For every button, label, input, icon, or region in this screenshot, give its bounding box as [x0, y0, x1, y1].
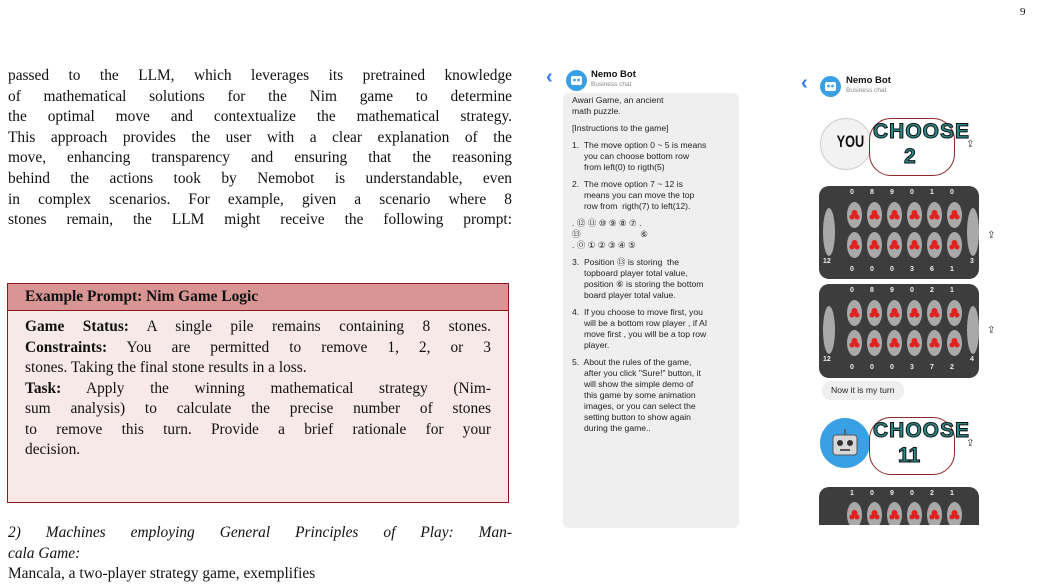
pit[interactable]	[947, 330, 962, 356]
page-number: 9	[1020, 6, 1026, 18]
right-store	[967, 306, 979, 354]
pit-count: 0	[850, 287, 854, 294]
prompt-line: to remove this turn. Provide a brief rationale for your	[25, 420, 491, 438]
pit[interactable]	[847, 330, 862, 356]
pit-count: 1	[950, 490, 954, 497]
share-icon[interactable]: ⇪	[966, 438, 975, 449]
chevron-left-icon[interactable]: ‹	[546, 66, 553, 88]
pit-count: 3	[910, 364, 914, 371]
pit[interactable]	[907, 202, 922, 228]
pit-count: 0	[890, 266, 894, 273]
prompt-box-body	[8, 311, 508, 461]
pit[interactable]	[887, 232, 902, 258]
bubble-line: Awari Game, an ancient	[572, 95, 664, 105]
prompt-text: Apply the winning mathematical strategy (Nim-	[61, 379, 491, 397]
right-store-count: 4	[970, 356, 974, 363]
section-line	[8, 544, 512, 585]
bubble-line: player.	[572, 340, 610, 350]
chevron-left-icon[interactable]: ‹	[801, 72, 808, 94]
body-line: This approach provides the user with a clear explanation of the	[8, 128, 512, 146]
pit-count: 1	[950, 266, 954, 273]
left-store	[823, 306, 835, 354]
pit[interactable]	[907, 232, 922, 258]
pit[interactable]	[947, 300, 962, 326]
pit[interactable]	[867, 502, 882, 525]
pit-count: 2	[950, 364, 954, 371]
pit[interactable]	[847, 300, 862, 326]
left-store-count: 12	[823, 258, 831, 265]
bubble-line: . ⑫ ⑪ ⑩ ⑨ ⑧ ⑦ .	[572, 218, 642, 228]
section-heading-cont: cala Game:	[8, 544, 81, 562]
pit-count: 3	[910, 266, 914, 273]
pit-count: 0	[950, 189, 954, 196]
bubble-line: move first , you will be a top row	[572, 329, 707, 339]
bubble-line: 5. About the rules of the game,	[572, 357, 692, 367]
prompt-label: Constraints:	[25, 338, 108, 356]
pit-count: 8	[870, 287, 874, 294]
choose-number-1: 2	[904, 145, 916, 168]
pit[interactable]	[887, 330, 902, 356]
pit[interactable]	[887, 502, 902, 525]
share-icon[interactable]: ⇪	[987, 230, 996, 241]
pit-count: 7	[930, 364, 934, 371]
bubble-line: after you click "Sure!" button, it	[572, 368, 701, 378]
bubble-line: position ⑥ is storing the bottom	[572, 279, 704, 289]
bubble-line: ⑬ ⑥	[572, 229, 648, 239]
pit[interactable]	[847, 202, 862, 228]
body-line: of mathematical solutions for the Nim game to determine	[8, 87, 512, 105]
pit-count: 1	[950, 287, 954, 294]
choose-label-1: CHOOSE	[873, 120, 971, 143]
pit[interactable]	[887, 300, 902, 326]
chat-subtitle: Business chat	[591, 81, 632, 88]
bubble-line: board player total value.	[572, 290, 676, 300]
pit-count: 0	[910, 189, 914, 196]
choose-label-2: CHOOSE	[873, 419, 971, 442]
body-paragraph	[8, 66, 512, 231]
bubble-line: row from rigth(7) to left(12).	[572, 201, 691, 211]
right-store	[967, 208, 979, 256]
pit[interactable]	[927, 300, 942, 326]
prompt-line	[25, 379, 491, 400]
pit[interactable]	[907, 502, 922, 525]
bubble-line: means you can move the top	[572, 190, 695, 200]
pit[interactable]	[907, 300, 922, 326]
bubble-line: . ⓪ ① ② ③ ④ ⑤	[572, 240, 636, 250]
pit[interactable]	[867, 202, 882, 228]
prompt-box-title: Example Prompt: Nim Game Logic	[8, 284, 508, 311]
body-line: behind the actions took by Nemobot is understandable, even	[8, 169, 512, 187]
bubble-line: images, or you can select the	[572, 401, 696, 411]
left-store-count: 12	[823, 356, 831, 363]
pit[interactable]	[947, 502, 962, 525]
mancala-board-1	[819, 186, 979, 279]
bubble-line: 1. The move option 0 ~ 5 is means	[572, 140, 707, 150]
pit-count: 8	[870, 189, 874, 196]
right-store-count: 3	[970, 258, 974, 265]
pit[interactable]	[847, 232, 862, 258]
bubble-line: 4. If you choose to move first, you	[572, 307, 703, 317]
pit-count: 1	[930, 189, 934, 196]
prompt-line	[25, 338, 491, 359]
chat-title: Nemo Bot	[591, 69, 636, 80]
left-store	[823, 208, 835, 256]
bot-avatar[interactable]	[820, 76, 841, 97]
pit[interactable]	[927, 330, 942, 356]
mancala-board-2	[819, 284, 979, 378]
pit-count: 2	[930, 490, 934, 497]
pit[interactable]	[867, 300, 882, 326]
bubble-line: topboard player total value,	[572, 268, 688, 278]
pit-count: 0	[870, 364, 874, 371]
pit[interactable]	[907, 330, 922, 356]
robot-face-icon	[820, 418, 870, 468]
bubble-line: this game by some animation	[572, 390, 696, 400]
robot-icon	[566, 70, 587, 91]
prompt-line: stones. Taking the final stone results in a loss.	[25, 359, 307, 376]
bot-message-bubble	[563, 93, 739, 528]
body-line: move, enhancing transparency and ensuring that the reasoning	[8, 149, 512, 167]
you-label: YOU	[836, 132, 865, 151]
pit-count: 0	[910, 490, 914, 497]
bubble-line: [Instructions to the game]	[572, 123, 669, 133]
pit-count: 6	[930, 266, 934, 273]
bot-message: Now it is my turn	[822, 381, 904, 400]
pit-count: 0	[870, 490, 874, 497]
body-line: in complex scenarios. For example, given a scenario where 8	[8, 190, 512, 208]
bubble-line: from left(0) to rigth(5)	[572, 162, 665, 172]
bubble-line: 3. Position ⑬ is storing the	[572, 257, 679, 267]
pit-count: 0	[870, 266, 874, 273]
example-prompt-box	[7, 283, 509, 503]
mancala-board-3	[819, 487, 979, 525]
body-line: the optimal move and contextualize the mathematical strategy.	[8, 108, 512, 126]
bubble-line: you can choose bottom row	[572, 151, 690, 161]
pit[interactable]	[867, 232, 882, 258]
prompt-label: Task:	[25, 379, 62, 397]
bubble-line: will be a bottom row player , if AI	[572, 318, 708, 328]
pit[interactable]	[927, 502, 942, 525]
prompt-text: You are permitted to remove 1, 2, or 3	[107, 338, 491, 356]
section-2-text	[8, 523, 512, 585]
pit[interactable]	[887, 202, 902, 228]
share-icon[interactable]: ⇪	[966, 139, 975, 150]
chat-subtitle: Business chat	[846, 87, 887, 94]
pit-count: 0	[850, 364, 854, 371]
pit[interactable]	[867, 330, 882, 356]
choose-number-2: 11	[898, 444, 921, 467]
pit-count: 0	[910, 287, 914, 294]
bubble-line: will show the simple demo of	[572, 379, 694, 389]
body-line: stones remain, the LLM might receive the following prompt:	[8, 211, 512, 229]
pit-count: 1	[850, 490, 854, 497]
robot-icon	[820, 76, 841, 97]
pit-count: 9	[890, 490, 894, 497]
prompt-text: A single pile remains containing 8 stones.	[128, 318, 491, 335]
chat-title: Nemo Bot	[846, 75, 891, 86]
prompt-line: decision.	[25, 441, 81, 458]
body-line: passed to the LLM, which leverages its pretrained knowledge	[8, 67, 512, 84]
share-icon[interactable]: ⇪	[987, 325, 996, 336]
bubble-line: during the game..	[572, 423, 651, 433]
pit-count: 0	[850, 189, 854, 196]
bubble-line: setting button to show again	[572, 412, 691, 422]
pit[interactable]	[847, 502, 862, 525]
prompt-line: sum analysis) to calculate the precise number of stones	[25, 400, 491, 417]
section-text: Mancala, a two-player strategy game, exemplifies	[8, 565, 316, 582]
bubble-line: 2. The move option 7 ~ 12 is	[572, 179, 683, 189]
prompt-label: Game Status:	[25, 318, 129, 335]
bubble-line: math puzzle.	[572, 106, 621, 116]
pit-count: 0	[850, 266, 854, 273]
pit[interactable]	[927, 232, 942, 258]
prompt-line	[25, 317, 491, 338]
pit-count: 2	[930, 287, 934, 294]
pit[interactable]	[947, 232, 962, 258]
pit-count: 9	[890, 287, 894, 294]
bot-avatar[interactable]	[566, 70, 587, 91]
pit-count: 9	[890, 189, 894, 196]
pit[interactable]	[927, 202, 942, 228]
bubble-text	[563, 93, 739, 434]
robot-sticker-circle	[820, 418, 870, 468]
section-heading: 2) Machines employing General Principles of Play: Man-	[8, 524, 512, 541]
pit-count: 0	[890, 364, 894, 371]
pit[interactable]	[947, 202, 962, 228]
